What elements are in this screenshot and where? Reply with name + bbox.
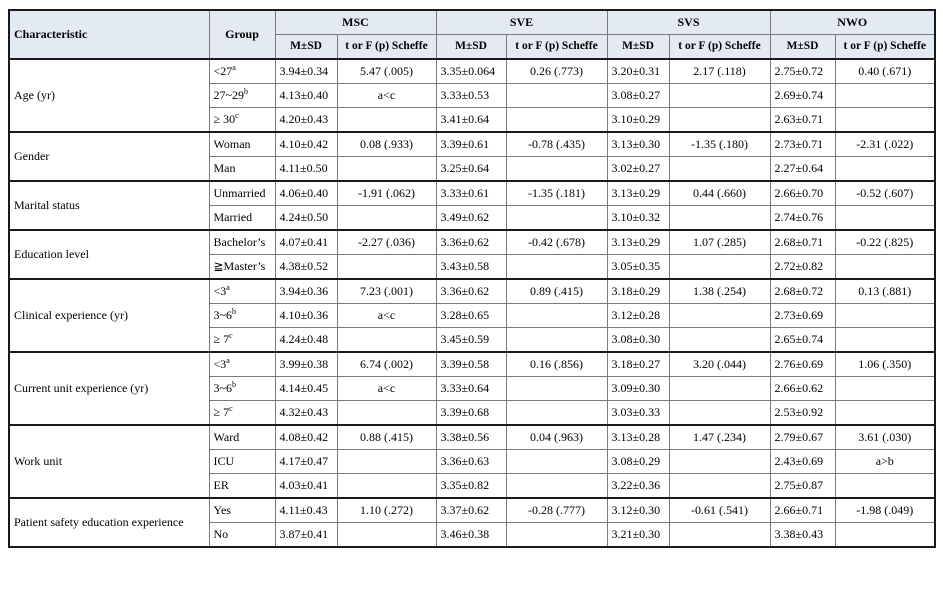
group-cell xyxy=(209,206,275,231)
cell-svs-msd: 3.21±0.30 xyxy=(607,523,669,548)
cell-svs-msd: 3.08±0.29 xyxy=(607,450,669,474)
cell-svs-msd: 3.10±0.29 xyxy=(607,108,669,133)
header-sve-msd: M±SD xyxy=(436,35,506,60)
cell-nwo-msd: 2.72±0.82 xyxy=(770,255,835,280)
group-label: <3 xyxy=(213,284,227,298)
cell-nwo-stat: 3.61 (.030) xyxy=(835,425,935,450)
cell-msc-msd: 4.11±0.50 xyxy=(275,157,337,182)
group-label: ≥ 7 xyxy=(213,332,230,346)
cell-svs-stat: -0.61 (.541) xyxy=(669,498,770,523)
cell-nwo-msd: 2.73±0.71 xyxy=(770,132,835,157)
cell-svs-stat: 0.44 (.660) xyxy=(669,181,770,206)
cell-sve-stat xyxy=(506,255,607,280)
cell-svs-msd: 3.22±0.36 xyxy=(607,474,669,499)
cell-sve-msd: 3.39±0.68 xyxy=(436,401,506,426)
cell-svs-stat xyxy=(669,255,770,280)
cell-sve-msd: 3.46±0.38 xyxy=(436,523,506,548)
cell-svs-msd: 3.12±0.30 xyxy=(607,498,669,523)
characteristic-cell: Patient safety education experience xyxy=(9,498,209,547)
header-sve: SVE xyxy=(436,10,607,35)
cell-svs-stat: 2.17 (.118) xyxy=(669,59,770,84)
group-cell xyxy=(209,279,275,304)
header-msc-stat: t or F (p) Scheffe xyxy=(337,35,436,60)
cell-nwo-stat: 1.06 (.350) xyxy=(835,352,935,377)
cell-nwo-stat xyxy=(835,401,935,426)
cell-msc-stat xyxy=(337,255,436,280)
cell-msc-stat: -1.91 (.062) xyxy=(337,181,436,206)
group-label: ≥ 30 xyxy=(213,112,236,126)
group-cell xyxy=(209,304,275,328)
cell-msc-msd: 4.17±0.47 xyxy=(275,450,337,474)
cell-msc-stat xyxy=(337,474,436,499)
cell-nwo-stat xyxy=(835,108,935,133)
cell-msc-msd: 3.94±0.36 xyxy=(275,279,337,304)
characteristic-cell: Clinical experience (yr) xyxy=(9,279,209,352)
cell-msc-stat xyxy=(337,157,436,182)
cell-sve-stat: -0.78 (.435) xyxy=(506,132,607,157)
cell-sve-msd: 3.25±0.64 xyxy=(436,157,506,182)
group-superscript: b xyxy=(232,307,236,316)
group-superscript: c xyxy=(229,404,233,413)
table-row xyxy=(9,181,935,206)
cell-sve-msd: 3.39±0.58 xyxy=(436,352,506,377)
cell-svs-stat xyxy=(669,474,770,499)
cell-sve-stat: 0.04 (.963) xyxy=(506,425,607,450)
cell-msc-msd: 4.24±0.48 xyxy=(275,328,337,353)
cell-msc-stat: a<c xyxy=(337,377,436,401)
cell-sve-msd: 3.33±0.61 xyxy=(436,181,506,206)
cell-nwo-msd: 3.38±0.43 xyxy=(770,523,835,548)
table-row xyxy=(9,279,935,304)
cell-nwo-msd: 2.66±0.71 xyxy=(770,498,835,523)
group-superscript: a xyxy=(232,63,236,72)
cell-sve-msd: 3.49±0.62 xyxy=(436,206,506,231)
cell-sve-msd: 3.39±0.61 xyxy=(436,132,506,157)
header-sve-stat: t or F (p) Scheffe xyxy=(506,35,607,60)
group-label: <3 xyxy=(213,357,227,371)
characteristic-cell: Age (yr) xyxy=(9,59,209,132)
cell-sve-stat xyxy=(506,206,607,231)
group-label: Bachelor’s xyxy=(213,235,266,249)
group-superscript: c xyxy=(229,331,233,340)
group-label: 3~6 xyxy=(213,308,232,322)
cell-nwo-stat xyxy=(835,255,935,280)
cell-sve-stat: -1.35 (.181) xyxy=(506,181,607,206)
header-nwo: NWO xyxy=(770,10,935,35)
characteristic-cell: Work unit xyxy=(9,425,209,498)
cell-svs-stat: 1.47 (.234) xyxy=(669,425,770,450)
group-label: ≧Master’s xyxy=(213,259,266,273)
cell-nwo-msd: 2.63±0.71 xyxy=(770,108,835,133)
cell-svs-msd: 3.08±0.30 xyxy=(607,328,669,353)
cell-svs-msd: 3.13±0.28 xyxy=(607,425,669,450)
group-label: Married xyxy=(213,210,253,224)
group-cell xyxy=(209,425,275,450)
cell-sve-stat xyxy=(506,474,607,499)
cell-msc-stat: 5.47 (.005) xyxy=(337,59,436,84)
group-cell xyxy=(209,132,275,157)
header-group: Group xyxy=(209,10,275,59)
group-cell xyxy=(209,84,275,108)
group-label: ER xyxy=(213,478,229,492)
group-cell xyxy=(209,401,275,426)
cell-sve-msd: 3.28±0.65 xyxy=(436,304,506,328)
cell-svs-stat xyxy=(669,157,770,182)
cell-sve-stat: 0.89 (.415) xyxy=(506,279,607,304)
table-container xyxy=(8,9,936,548)
cell-msc-stat: 0.88 (.415) xyxy=(337,425,436,450)
group-label: ICU xyxy=(213,454,235,468)
cell-sve-msd: 3.41±0.64 xyxy=(436,108,506,133)
group-label: No xyxy=(213,527,229,541)
characteristic-cell: Marital status xyxy=(9,181,209,230)
cell-svs-stat xyxy=(669,304,770,328)
cell-sve-stat xyxy=(506,304,607,328)
cell-sve-msd: 3.36±0.63 xyxy=(436,450,506,474)
cell-msc-msd: 4.10±0.42 xyxy=(275,132,337,157)
group-cell xyxy=(209,181,275,206)
cell-sve-msd: 3.45±0.59 xyxy=(436,328,506,353)
cell-svs-msd: 3.18±0.29 xyxy=(607,279,669,304)
cell-sve-msd: 3.36±0.62 xyxy=(436,279,506,304)
cell-msc-msd: 4.38±0.52 xyxy=(275,255,337,280)
group-label: ≥ 7 xyxy=(213,405,230,419)
cell-svs-stat xyxy=(669,206,770,231)
table-row xyxy=(9,352,935,377)
cell-msc-stat: -2.27 (.036) xyxy=(337,230,436,255)
cell-sve-stat xyxy=(506,108,607,133)
table-row xyxy=(9,59,935,84)
characteristics-table xyxy=(8,9,936,548)
cell-msc-stat: a<c xyxy=(337,304,436,328)
cell-msc-msd: 4.11±0.43 xyxy=(275,498,337,523)
group-label: Woman xyxy=(213,137,251,151)
cell-svs-msd: 3.08±0.27 xyxy=(607,84,669,108)
cell-msc-stat xyxy=(337,401,436,426)
table-row xyxy=(9,498,935,523)
group-superscript: b xyxy=(232,380,236,389)
cell-svs-stat xyxy=(669,450,770,474)
group-cell xyxy=(209,450,275,474)
cell-nwo-msd: 2.74±0.76 xyxy=(770,206,835,231)
group-cell xyxy=(209,157,275,182)
cell-msc-stat xyxy=(337,523,436,548)
cell-sve-msd: 3.33±0.53 xyxy=(436,84,506,108)
group-label: Unmarried xyxy=(213,186,266,200)
characteristic-cell: Education level xyxy=(9,230,209,279)
cell-svs-stat: 1.38 (.254) xyxy=(669,279,770,304)
cell-sve-stat xyxy=(506,377,607,401)
cell-svs-msd: 3.13±0.29 xyxy=(607,230,669,255)
cell-nwo-stat xyxy=(835,328,935,353)
cell-msc-msd: 3.99±0.38 xyxy=(275,352,337,377)
cell-sve-stat xyxy=(506,401,607,426)
cell-svs-stat xyxy=(669,108,770,133)
cell-msc-msd: 4.06±0.40 xyxy=(275,181,337,206)
cell-msc-msd: 3.94±0.34 xyxy=(275,59,337,84)
group-cell xyxy=(209,474,275,499)
cell-sve-stat xyxy=(506,328,607,353)
table-row xyxy=(9,132,935,157)
cell-svs-msd: 3.12±0.28 xyxy=(607,304,669,328)
group-cell xyxy=(209,328,275,353)
cell-msc-stat xyxy=(337,206,436,231)
cell-nwo-msd: 2.69±0.74 xyxy=(770,84,835,108)
group-superscript: b xyxy=(244,87,248,96)
group-label: Ward xyxy=(213,430,240,444)
cell-nwo-stat: 0.13 (.881) xyxy=(835,279,935,304)
cell-sve-stat: -0.42 (.678) xyxy=(506,230,607,255)
cell-sve-stat: -0.28 (.777) xyxy=(506,498,607,523)
group-superscript: c xyxy=(235,111,239,120)
cell-msc-msd: 3.87±0.41 xyxy=(275,523,337,548)
cell-msc-stat: 6.74 (.002) xyxy=(337,352,436,377)
group-label: <27 xyxy=(213,64,233,78)
cell-msc-stat: a<c xyxy=(337,84,436,108)
group-cell xyxy=(209,255,275,280)
cell-nwo-msd: 2.73±0.69 xyxy=(770,304,835,328)
cell-msc-msd: 4.07±0.41 xyxy=(275,230,337,255)
group-cell xyxy=(209,498,275,523)
cell-svs-msd: 3.09±0.30 xyxy=(607,377,669,401)
group-label: 27~29 xyxy=(213,88,244,102)
cell-svs-msd: 3.20±0.31 xyxy=(607,59,669,84)
characteristic-cell: Current unit experience (yr) xyxy=(9,352,209,425)
group-cell xyxy=(209,108,275,133)
group-cell xyxy=(209,59,275,84)
cell-svs-msd: 3.13±0.29 xyxy=(607,181,669,206)
cell-msc-stat xyxy=(337,328,436,353)
cell-nwo-msd: 2.75±0.72 xyxy=(770,59,835,84)
group-label: Man xyxy=(213,161,236,175)
cell-sve-stat xyxy=(506,157,607,182)
cell-nwo-msd: 2.53±0.92 xyxy=(770,401,835,426)
cell-nwo-stat xyxy=(835,377,935,401)
cell-svs-msd: 3.05±0.35 xyxy=(607,255,669,280)
group-cell xyxy=(209,352,275,377)
cell-msc-stat: 7.23 (.001) xyxy=(337,279,436,304)
header-msc: MSC xyxy=(275,10,436,35)
cell-nwo-msd: 2.68±0.71 xyxy=(770,230,835,255)
group-label: 3~6 xyxy=(213,381,232,395)
cell-svs-stat: -1.35 (.180) xyxy=(669,132,770,157)
cell-msc-stat xyxy=(337,450,436,474)
cell-nwo-msd: 2.66±0.62 xyxy=(770,377,835,401)
cell-nwo-msd: 2.27±0.64 xyxy=(770,157,835,182)
table-header xyxy=(9,10,935,59)
cell-nwo-msd: 2.43±0.69 xyxy=(770,450,835,474)
cell-nwo-stat: -2.31 (.022) xyxy=(835,132,935,157)
table-body xyxy=(9,59,935,547)
cell-sve-stat xyxy=(506,523,607,548)
cell-sve-msd: 3.43±0.58 xyxy=(436,255,506,280)
header-nwo-stat: t or F (p) Scheffe xyxy=(835,35,935,60)
cell-svs-msd: 3.10±0.32 xyxy=(607,206,669,231)
cell-svs-msd: 3.18±0.27 xyxy=(607,352,669,377)
cell-msc-stat: 1.10 (.272) xyxy=(337,498,436,523)
table-row xyxy=(9,230,935,255)
cell-svs-stat: 1.07 (.285) xyxy=(669,230,770,255)
cell-svs-msd: 3.03±0.33 xyxy=(607,401,669,426)
cell-svs-stat: 3.20 (.044) xyxy=(669,352,770,377)
cell-sve-stat: 0.16 (.856) xyxy=(506,352,607,377)
header-svs: SVS xyxy=(607,10,770,35)
group-cell xyxy=(209,230,275,255)
cell-msc-msd: 4.13±0.40 xyxy=(275,84,337,108)
cell-sve-msd: 3.33±0.64 xyxy=(436,377,506,401)
cell-msc-msd: 4.32±0.43 xyxy=(275,401,337,426)
cell-sve-msd: 3.37±0.62 xyxy=(436,498,506,523)
cell-msc-stat xyxy=(337,108,436,133)
cell-nwo-stat: 0.40 (.671) xyxy=(835,59,935,84)
cell-msc-msd: 4.03±0.41 xyxy=(275,474,337,499)
cell-svs-stat xyxy=(669,377,770,401)
cell-nwo-stat: -1.98 (.049) xyxy=(835,498,935,523)
cell-svs-stat xyxy=(669,84,770,108)
cell-sve-msd: 3.35±0.064 xyxy=(436,59,506,84)
table-row xyxy=(9,425,935,450)
cell-msc-msd: 4.20±0.43 xyxy=(275,108,337,133)
header-msc-msd: M±SD xyxy=(275,35,337,60)
header-nwo-msd: M±SD xyxy=(770,35,835,60)
group-cell xyxy=(209,377,275,401)
cell-sve-stat xyxy=(506,450,607,474)
cell-nwo-stat xyxy=(835,304,935,328)
cell-msc-msd: 4.24±0.50 xyxy=(275,206,337,231)
cell-svs-stat xyxy=(669,401,770,426)
cell-nwo-stat: -0.52 (.607) xyxy=(835,181,935,206)
cell-nwo-stat xyxy=(835,474,935,499)
group-superscript: a xyxy=(226,356,230,365)
cell-msc-msd: 4.14±0.45 xyxy=(275,377,337,401)
cell-nwo-msd: 2.79±0.67 xyxy=(770,425,835,450)
cell-msc-msd: 4.08±0.42 xyxy=(275,425,337,450)
cell-svs-stat xyxy=(669,523,770,548)
cell-msc-stat: 0.08 (.933) xyxy=(337,132,436,157)
cell-nwo-stat xyxy=(835,84,935,108)
group-superscript: a xyxy=(226,283,230,292)
cell-sve-msd: 3.35±0.82 xyxy=(436,474,506,499)
cell-sve-stat: 0.26 (.773) xyxy=(506,59,607,84)
header-svs-msd: M±SD xyxy=(607,35,669,60)
cell-sve-msd: 3.38±0.56 xyxy=(436,425,506,450)
cell-nwo-msd: 2.75±0.87 xyxy=(770,474,835,499)
cell-nwo-msd: 2.66±0.70 xyxy=(770,181,835,206)
characteristic-cell: Gender xyxy=(9,132,209,181)
cell-nwo-stat xyxy=(835,523,935,548)
header-characteristic: Characteristic xyxy=(9,10,209,59)
cell-nwo-stat: a>b xyxy=(835,450,935,474)
cell-sve-stat xyxy=(506,84,607,108)
cell-nwo-stat xyxy=(835,157,935,182)
cell-msc-msd: 4.10±0.36 xyxy=(275,304,337,328)
cell-nwo-stat: -0.22 (.825) xyxy=(835,230,935,255)
cell-nwo-msd: 2.68±0.72 xyxy=(770,279,835,304)
cell-sve-msd: 3.36±0.62 xyxy=(436,230,506,255)
group-cell xyxy=(209,523,275,548)
cell-nwo-stat xyxy=(835,206,935,231)
cell-svs-stat xyxy=(669,328,770,353)
cell-nwo-msd: 2.76±0.69 xyxy=(770,352,835,377)
cell-svs-msd: 3.02±0.27 xyxy=(607,157,669,182)
cell-nwo-msd: 2.65±0.74 xyxy=(770,328,835,353)
header-svs-stat: t or F (p) Scheffe xyxy=(669,35,770,60)
group-label: Yes xyxy=(213,503,231,517)
cell-svs-msd: 3.13±0.30 xyxy=(607,132,669,157)
